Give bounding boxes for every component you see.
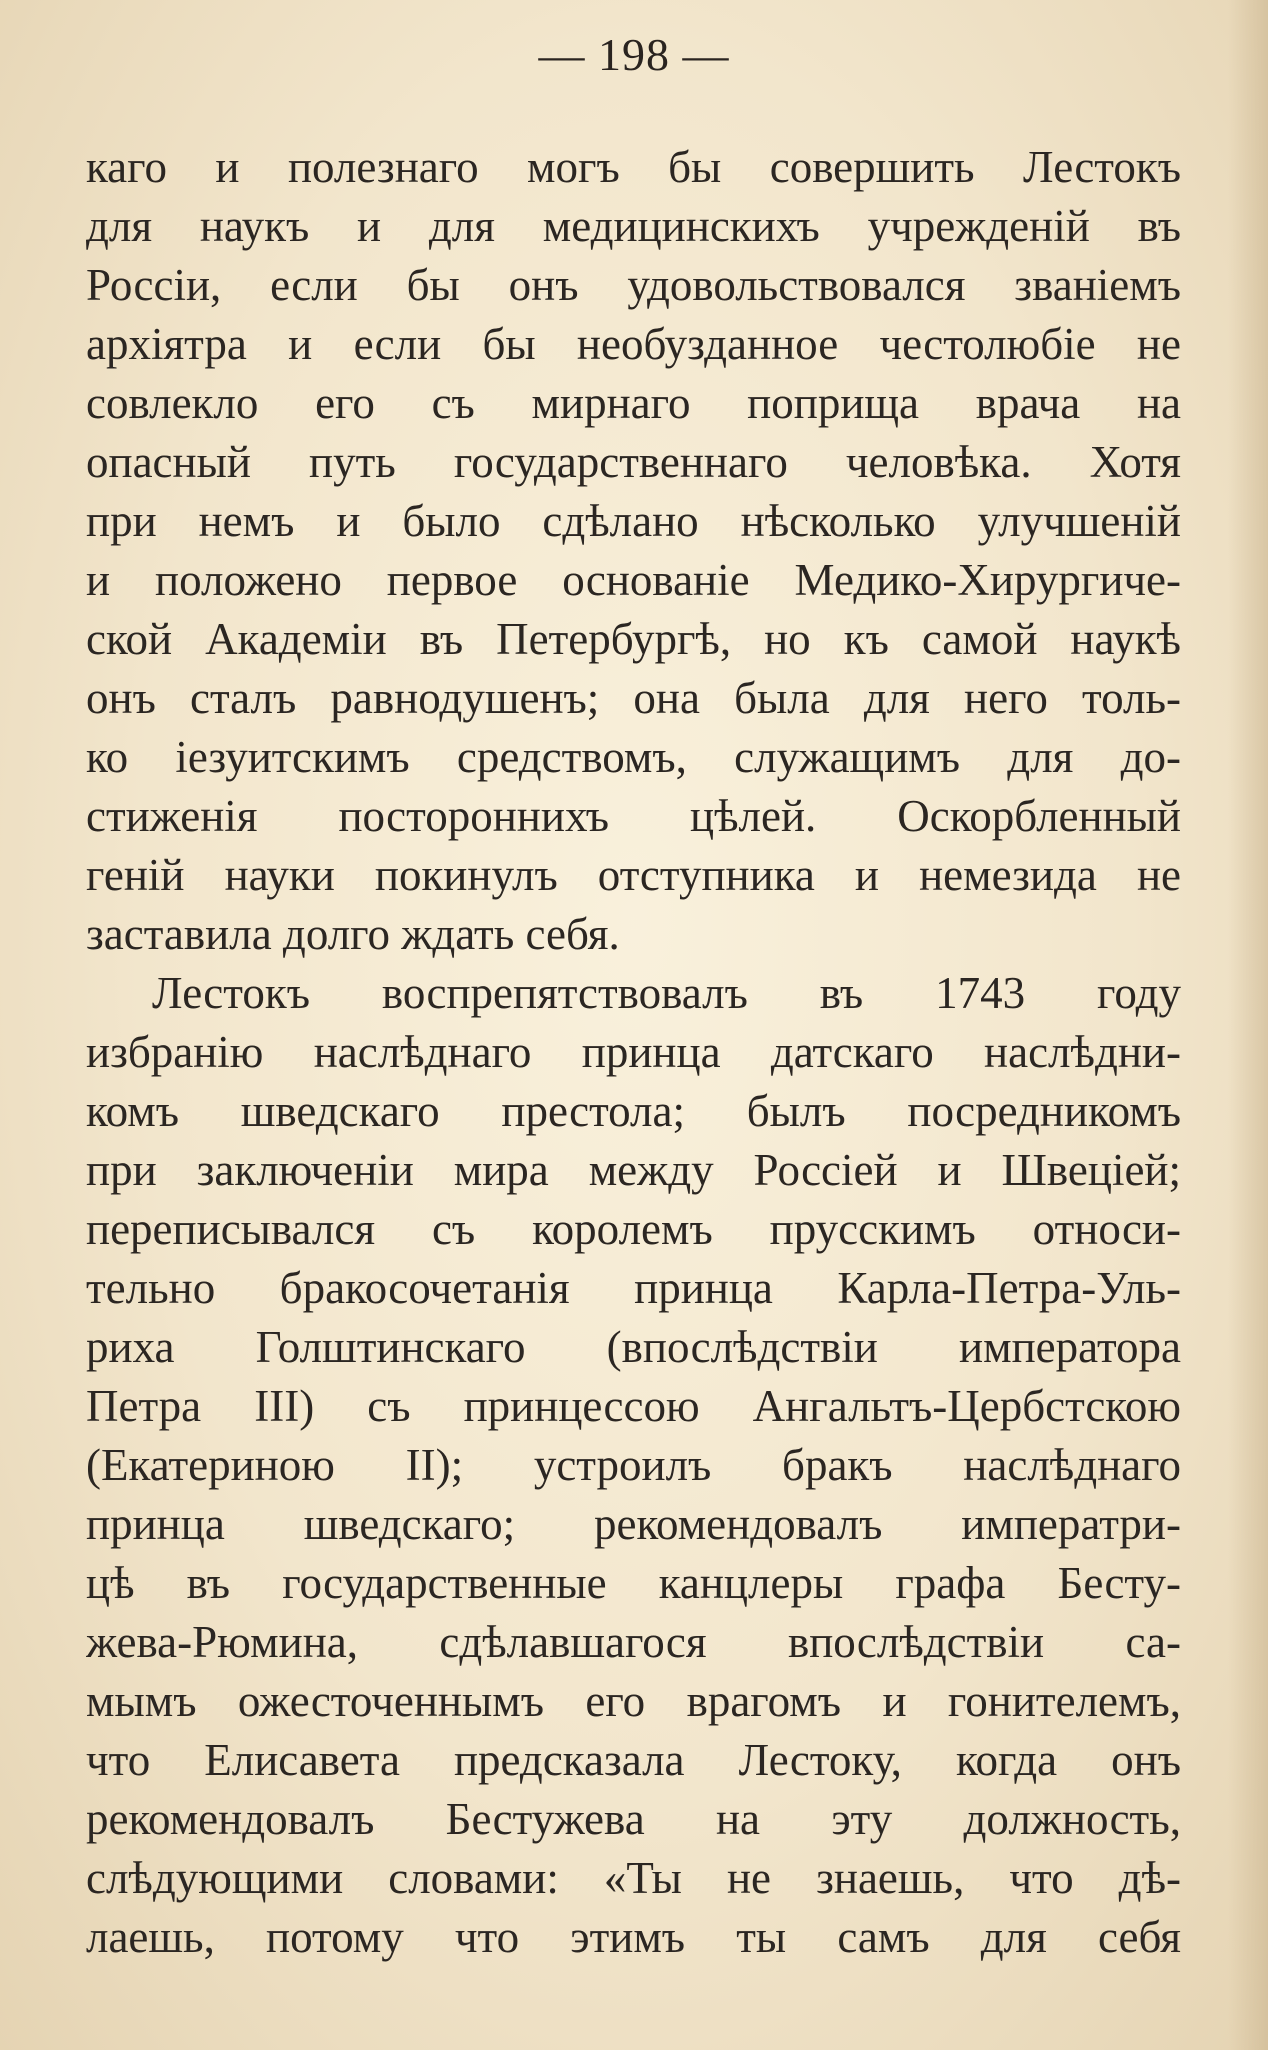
text-line: мымъ ожесточеннымъ его врагомъ и гонителемъ, (86, 1676, 1181, 1726)
text-line: принца шведскаго; рекомендовалъ императри- (86, 1499, 1181, 1549)
text-line: Россіи, если бы онъ удовольствовался званіемъ (86, 260, 1181, 310)
body-text (86, 138, 1181, 1967)
text-line: совлекло его съ мирнаго поприща врача на (86, 378, 1181, 428)
text-line: комъ шведскаго престола; былъ посредникомъ (86, 1086, 1181, 1136)
text-line: ко іезуитскимъ средствомъ, служащимъ для до- (86, 732, 1181, 782)
text-line: избранію наслѣднаго принца датскаго наслѣдни- (86, 1027, 1181, 1077)
text-line: при заключеніи мира между Россіей и Швеціей; (86, 1145, 1181, 1195)
text-line: опасный путь государственнаго человѣка. Хотя (86, 437, 1181, 487)
text-line: риха Голштинскаго (впослѣдствіи императора (86, 1322, 1181, 1372)
text-line: заставила долго ждать себя. (86, 909, 620, 959)
text-line: тельно бракосочетанія принца Карла-Петра-Уль- (86, 1263, 1181, 1313)
text-line: слѣдующими словами: «Ты не знаешь, что дѣ- (86, 1853, 1181, 1903)
text-line: при немъ и было сдѣлано нѣсколько улучшеній (86, 496, 1181, 546)
text-line: что Елисавета предсказала Лестоку, когда онъ (86, 1735, 1181, 1785)
text-line: каго и полезнаго могъ бы совершить Лестокъ (86, 142, 1181, 192)
text-line: Лестокъ воспрепятствовалъ въ 1743 году (152, 968, 1181, 1018)
text-line: для наукъ и для медицинскихъ учрежденій въ (86, 201, 1181, 251)
text-line: и положено первое основаніе Медико-Хирургиче- (86, 555, 1181, 605)
text-line: жева-Рюмина, сдѣлавшагося впослѣдствіи са- (86, 1617, 1181, 1667)
text-line: лаешь, потому что этимъ ты самъ для себя (86, 1912, 1181, 1962)
text-line: переписывался съ королемъ прусскимъ относи- (86, 1204, 1181, 1254)
page-number: — 198 — (538, 29, 730, 80)
text-line: архіятра и если бы необузданное честолюбіе не (86, 319, 1181, 369)
text-line: Петра III) съ принцессою Ангальтъ-Цербстскою (86, 1381, 1181, 1431)
text-line: геній науки покинулъ отступника и немезида не (86, 850, 1181, 900)
text-line: стиженія постороннихъ цѣлей. Оскорбленный (86, 791, 1181, 841)
text-line: ской Академіи въ Петербургѣ, но къ самой наукѣ (86, 614, 1181, 664)
page-edge-shadow (1228, 0, 1268, 2050)
text-line: (Екатериною II); устроилъ бракъ наслѣднаго (86, 1440, 1181, 1490)
text-line: рекомендовалъ Бестужева на эту должность, (86, 1794, 1181, 1844)
text-line: цѣ въ государственные канцлеры графа Бесту- (86, 1558, 1181, 1608)
text-line: онъ сталъ равнодушенъ; она была для него толь- (86, 673, 1181, 723)
